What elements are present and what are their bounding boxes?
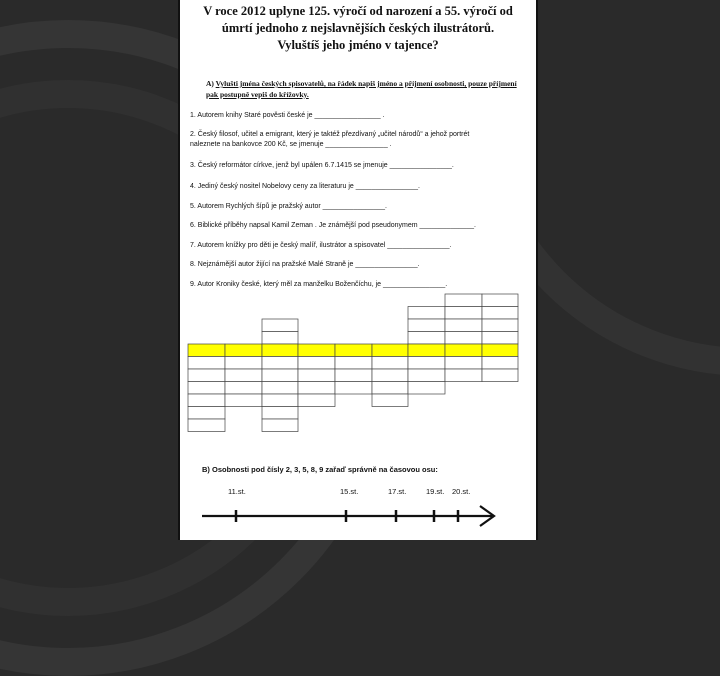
section-a-text: Vylušti jména českých spisovatelů, na řádek napiš jméno a příjmení osobnosti, pouze příjmení pak postupně vepiš do křížovky. xyxy=(206,79,517,99)
crossword-cell xyxy=(408,369,445,382)
crossword-cell xyxy=(482,369,518,382)
crossword-cell xyxy=(298,369,335,382)
crossword-solution-cell xyxy=(408,344,445,357)
crossword-cell xyxy=(445,319,482,332)
crossword-cell xyxy=(335,369,372,382)
crossword-cell xyxy=(188,369,225,382)
crossword-cell xyxy=(408,319,445,332)
crossword-cell xyxy=(408,332,445,345)
crossword-cell xyxy=(408,307,445,320)
crossword-cell xyxy=(298,394,335,407)
crossword-cell xyxy=(372,382,408,395)
crossword-solution-cell xyxy=(445,344,482,357)
crossword-cell xyxy=(445,369,482,382)
question-7: 7. Autorem knížky pro děti je český malíř, ilustrátor a spisovatel ________________. xyxy=(190,242,452,249)
question-3: 3. Český reformátor církve, jenž byl upálen 6.7.1415 se jmenuje ________________. xyxy=(190,162,454,169)
crossword-cell xyxy=(188,407,225,420)
crossword-cell xyxy=(225,369,262,382)
crossword-cell xyxy=(482,357,518,370)
crossword-cell xyxy=(408,357,445,370)
worksheet-page xyxy=(178,0,538,540)
crossword-cell xyxy=(225,357,262,370)
title-line-2: úmrtí jednoho z nejslavnějších českých ilustrátorů. xyxy=(221,21,495,35)
crossword-cell xyxy=(262,319,298,332)
crossword-solution-cell xyxy=(262,344,298,357)
timeline-label-2: 15.st. xyxy=(340,487,359,496)
crossword-cell xyxy=(482,307,518,320)
crossword-cell xyxy=(262,419,298,432)
question-2-line-2: naleznete na bankovce 200 Kč, se jmenuje ________________ . xyxy=(190,141,392,148)
crossword-cell xyxy=(445,294,482,307)
crossword-cell xyxy=(335,382,372,395)
title-line-1: V roce 2012 uplyne 125. výročí od narození a 55. výročí od xyxy=(203,4,513,18)
crossword-grid xyxy=(180,0,538,540)
question-9: 9. Autor Kroniky české, který měl za manželku Boženčíchu, je ________________. xyxy=(190,281,448,288)
timeline-label-4: 19.st. xyxy=(426,487,445,496)
crossword-cell xyxy=(445,357,482,370)
crossword-cell xyxy=(372,369,408,382)
crossword-cell xyxy=(482,294,518,307)
crossword-cell xyxy=(225,382,262,395)
crossword-cell xyxy=(335,357,372,370)
crossword-cell xyxy=(262,382,298,395)
crossword-cell xyxy=(408,382,445,395)
crossword-cell xyxy=(188,419,225,432)
crossword-cell xyxy=(298,382,335,395)
crossword-cell xyxy=(262,357,298,370)
section-a-prefix: A) xyxy=(206,79,214,88)
crossword-cell xyxy=(372,394,408,407)
crossword-cell xyxy=(188,357,225,370)
crossword-solution-cell xyxy=(372,344,408,357)
title-line-3: Vyluštíš jeho jméno v tajence? xyxy=(277,38,439,52)
question-1: 1. Autorem knihy Staré pověsti české je _________________ . xyxy=(190,112,385,119)
crossword-cell xyxy=(445,307,482,320)
crossword-solution-cell xyxy=(225,344,262,357)
crossword-cell xyxy=(262,394,298,407)
crossword-solution-cell xyxy=(482,344,518,357)
crossword-solution-cell xyxy=(335,344,372,357)
crossword-cell xyxy=(482,319,518,332)
crossword-solution-cell xyxy=(298,344,335,357)
question-5: 5. Autorem Rychlých šípů je pražský autor ________________. xyxy=(190,203,387,210)
timeline-axis xyxy=(200,500,500,530)
crossword-cell xyxy=(188,382,225,395)
crossword-cell xyxy=(262,369,298,382)
crossword-cell xyxy=(262,407,298,420)
timeline-label-3: 17.st. xyxy=(388,487,407,496)
crossword-cell xyxy=(188,394,225,407)
question-4: 4. Jediný český nositel Nobelovy ceny za literaturu je ________________. xyxy=(190,183,420,190)
question-8: 8. Nejznámější autor žijící na pražské Malé Straně je ________________. xyxy=(190,261,420,268)
question-2-line-1: 2. Český filosof, učitel a emigrant, který je taktéž přezdívaný „učitel národů“ a jehož portrét xyxy=(190,131,470,138)
section-b-instructions: B) Osobnosti pod čísly 2, 3, 5, 8, 9 zařaď správně na časovou osu: xyxy=(202,465,438,474)
crossword-cell xyxy=(298,357,335,370)
crossword-solution-cell xyxy=(188,344,225,357)
crossword-cell xyxy=(445,332,482,345)
crossword-cell xyxy=(372,357,408,370)
question-6: 6. Biblické příběhy napsal Kamil Zeman . Je známější pod pseudonymem ______________. xyxy=(190,222,477,229)
crossword-cell xyxy=(482,332,518,345)
timeline-label-1: 11.st. xyxy=(228,487,246,496)
crossword-cell xyxy=(262,332,298,345)
crossword-cell xyxy=(225,394,262,407)
timeline-label-5: 20.st. xyxy=(452,487,471,496)
